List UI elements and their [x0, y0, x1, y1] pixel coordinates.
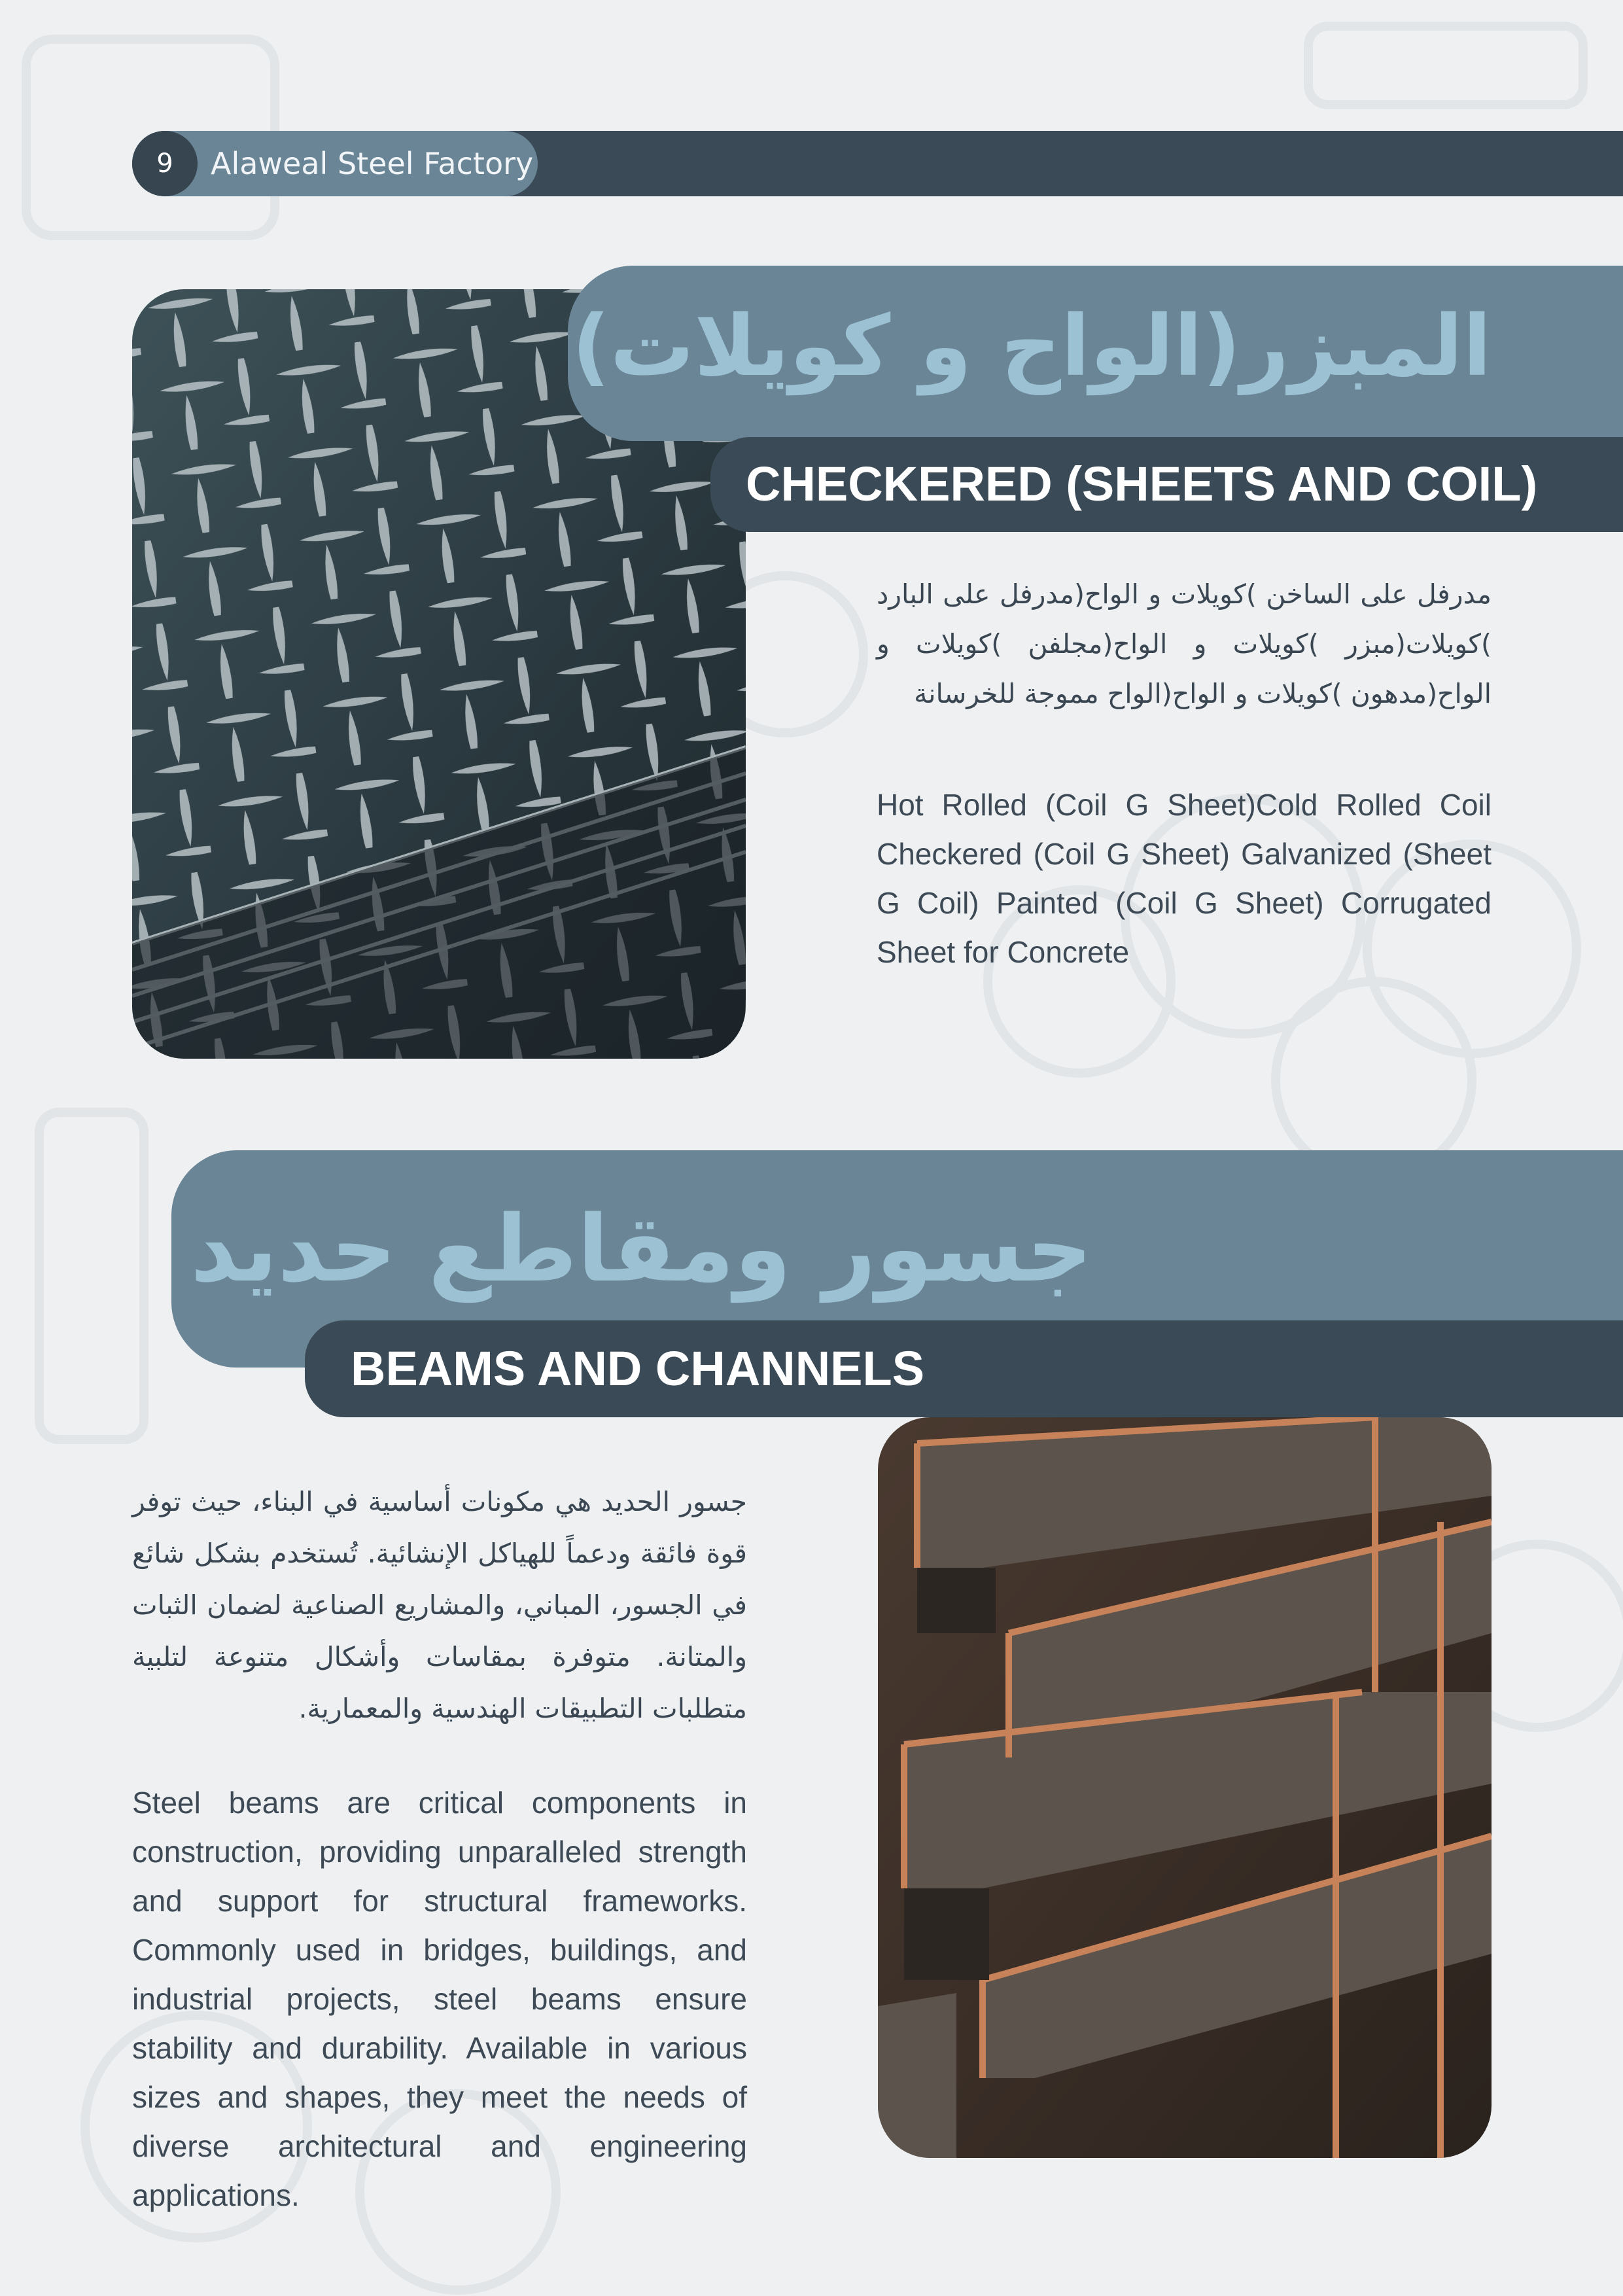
section1-body-arabic: مدرفل على الساخن )كويلات و الواح(مدرفل على البارد )كويلات(مبزر )كويلات و الواح(مجلفن )كويلات و الواح(مدهون )كويلات و الواح(الواح مموجة للخرسانة [877, 578, 1492, 709]
section1-title-english: CHECKERED (SHEETS AND COIL) [746, 457, 1538, 511]
section2-title-english: BEAMS AND CHANNELS [351, 1341, 925, 1396]
section1-title-arabic: المبزر(الواح و كويلات) [572, 298, 1492, 395]
section1-body-english: Hot Rolled (Coil G Sheet)Cold Rolled Coil Checkered (Coil G Sheet) Galvanized (Sheet G Coil) Painted (Coil G Sheet) Corrugated Sheet for Concrete [877, 788, 1492, 969]
steel-beams-photo [878, 1417, 1492, 2158]
company-name: Alaweal Steel Factory [211, 146, 534, 181]
section2-body-arabic: جسور الحديد هي مكونات أساسية في البناء، حيث توفر قوة فائقة ودعماً للهياكل الإنشائية. تُستخدم بشكل شائع في الجسور، المباني، والمشاريع الصناعية لضمان الثبات والمتانة. متوفرة بمقاسات وأشكال متنوعة لتلبية متطلبات التطبيقات الهندسية والمعمارية. [132, 1486, 747, 1724]
section2-title-arabic: جسور ومقاطع حديد [190, 1196, 1092, 1303]
page-number: 9 [132, 131, 198, 196]
section2-body-english: Steel beams are critical components in construction, providing unparalleled strength and support for structural frameworks. Commonly used in bridges, buildings, and industrial projects, steel beams ensure stability and durability. Available in various sizes and shapes, they meet the needs of diverse architectural and engineering applications. [132, 1786, 747, 2212]
